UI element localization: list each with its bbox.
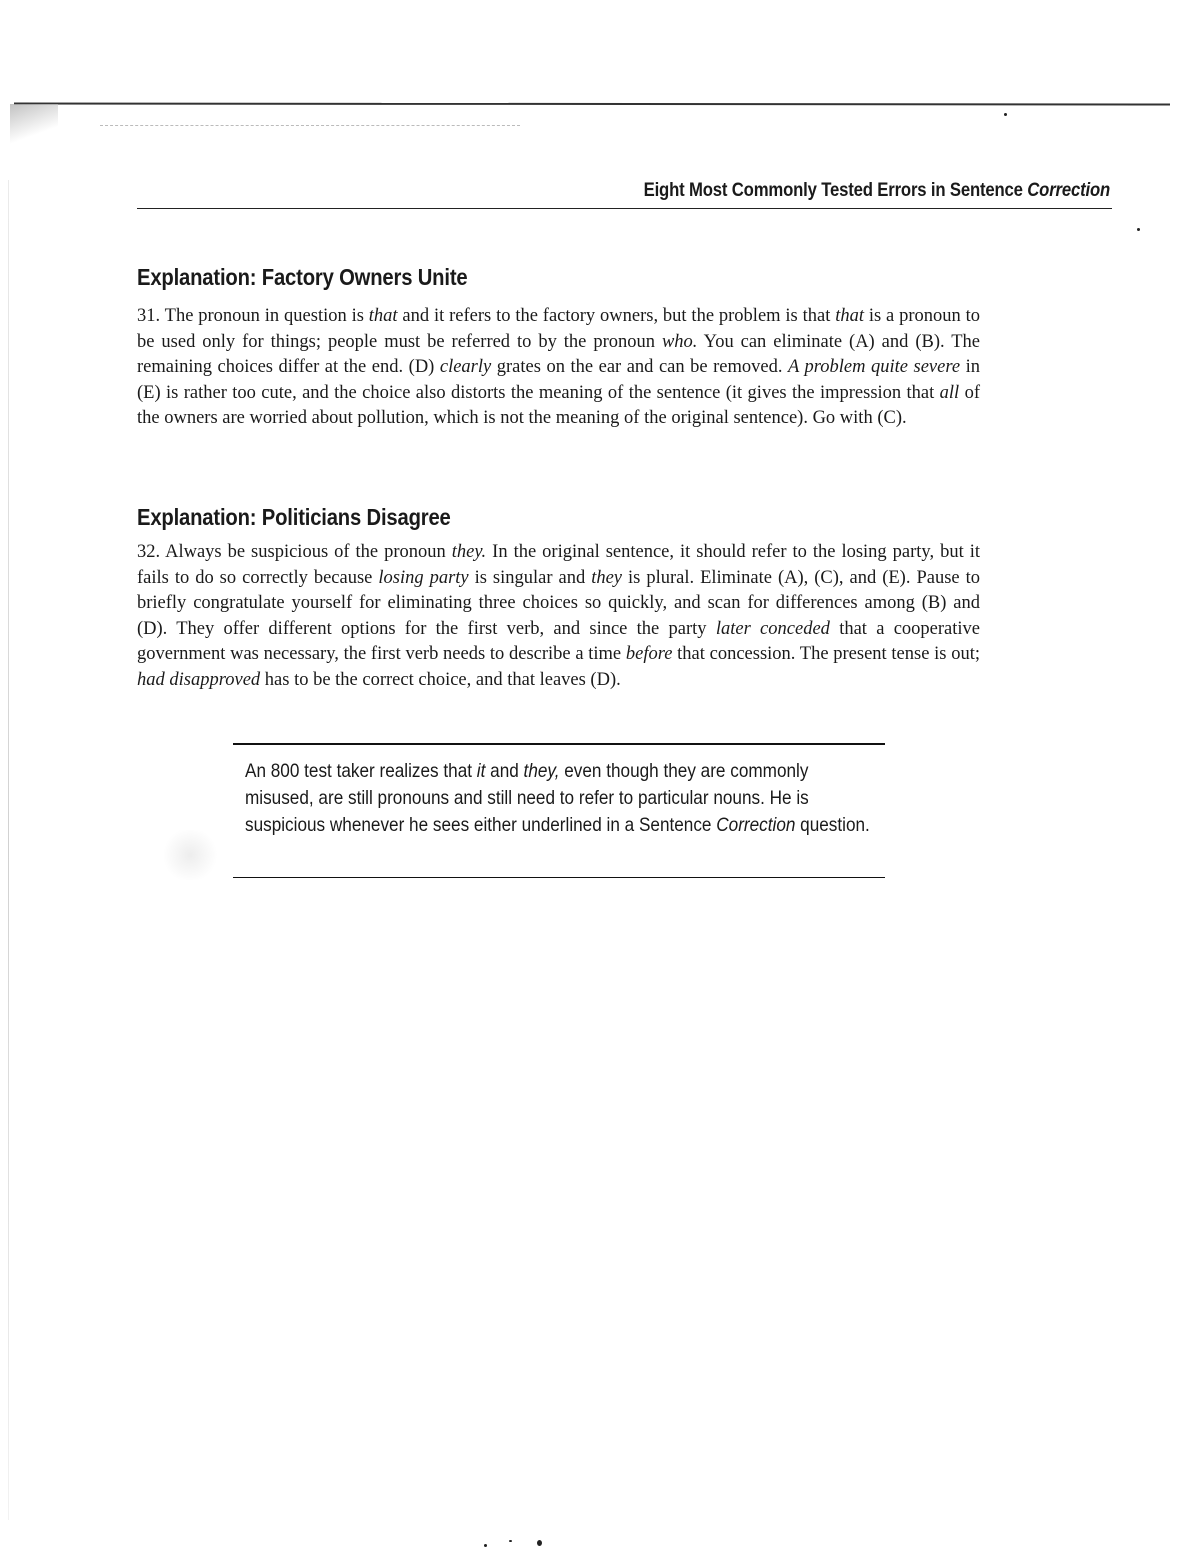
section-heading-factory-owners: Explanation: Factory Owners Unite — [137, 264, 468, 290]
text-run: and it refers to the factory owners, but the problem is that — [397, 306, 836, 326]
scan-left-edge — [8, 180, 9, 1520]
text-run: who. — [661, 331, 698, 352]
text-run: that — [368, 306, 398, 326]
tip-callout-text — [245, 758, 872, 839]
text-run: question. — [795, 814, 870, 836]
scan-dot — [484, 1544, 487, 1547]
text-run: even though they are commonly misused, are still pronouns and still need to refer to particular nouns. He is suspicious whenever he sees either underlined in a Sentence — [245, 760, 809, 836]
scan-dot — [537, 1540, 542, 1546]
text-run: they, — [523, 760, 560, 782]
text-run: that concession. The present tense is out; — [672, 644, 980, 665]
tip-callout — [233, 743, 885, 878]
section-paragraph-politicians — [137, 540, 980, 694]
text-run: You can eliminate (A) and (B). The remaining choices differ at the end. (D) — [137, 331, 980, 378]
text-run: later conceded — [715, 618, 830, 639]
text-run: and — [485, 760, 524, 782]
text-run: of the owners are worried about pollution, which is not the meaning of the original sentence). Go with (C). — [137, 382, 980, 429]
scan-callout-smudge — [160, 830, 220, 880]
text-run: is a pronoun to be used only for things; people must be referred to by the pronoun — [137, 306, 981, 352]
text-run: is plural. Eliminate (A), (C), and (E). Pause to briefly congratulate yourself for eliminating three choices so quickly, and scan for differences among (B) and (D). They offer different options for the first verb, and since the party — [137, 567, 980, 639]
text-run: 31. The pronoun in question is — [137, 306, 369, 326]
scan-dot — [1004, 113, 1007, 116]
scan-corner-smudge — [10, 104, 58, 144]
text-run: 32. Always be suspicious of the pronoun — [137, 542, 452, 562]
scan-dot — [509, 1540, 512, 1542]
text-run: had disapproved — [137, 669, 261, 690]
scan-top-rule — [14, 102, 1170, 105]
text-run: before — [625, 644, 673, 665]
text-run: it — [476, 760, 486, 782]
text-run: that a cooperative government was necessary, the first verb needs to describe a time — [137, 618, 980, 665]
text-run: they — [591, 567, 623, 588]
text-run: all — [939, 382, 960, 403]
section-paragraph-factory-owners — [137, 304, 980, 432]
running-head-title: Eight Most Commonly Tested Errors in Sentence Correction — [643, 180, 1110, 201]
text-run: Correction — [716, 814, 796, 836]
scan-dot — [1137, 228, 1140, 231]
text-run: clearly — [439, 357, 492, 378]
text-run: has to be the correct choice, and that leaves (D). — [260, 669, 621, 690]
text-run: A problem quite severe — [788, 357, 961, 378]
section-heading-politicians: Explanation: Politicians Disagree — [137, 504, 451, 530]
text-run: in (E) is rather too cute, and the choice also distorts the meaning of the sentence (it gives the impression that — [137, 357, 980, 403]
text-run: grates on the ear and can be removed. — [491, 357, 788, 378]
text-run: that — [835, 306, 864, 326]
running-head — [137, 178, 1112, 209]
text-run: is singular and — [468, 567, 592, 588]
text-run: losing party — [378, 567, 469, 588]
text-run: they. — [451, 542, 487, 562]
text-run: An 800 test taker realizes that — [245, 760, 477, 782]
text-run: In the original sentence, it should refer to the losing party, but it fails to do so correctly because — [137, 542, 980, 588]
scan-faint-dashes — [100, 125, 520, 127]
